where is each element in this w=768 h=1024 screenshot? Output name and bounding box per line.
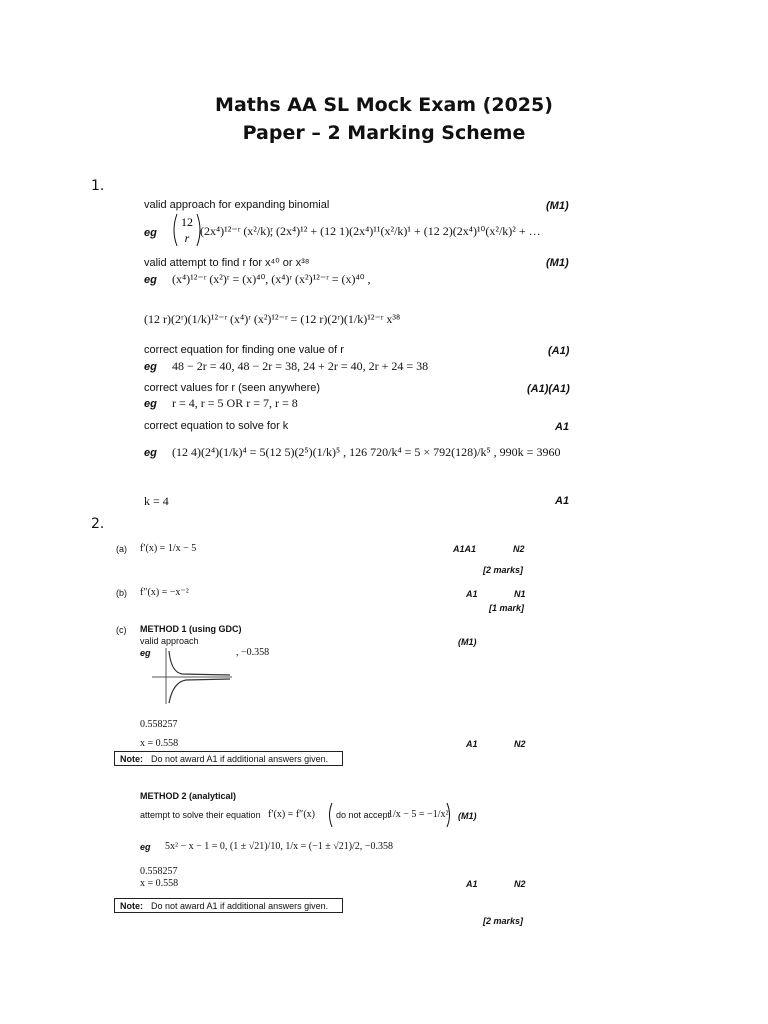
q2-part-b-label: (b) [116, 588, 127, 598]
q1-step4-label: correct values for r (seen anywhere) [144, 382, 321, 394]
q2-part-b-n: N1 [514, 589, 526, 599]
q2-method2-n-mark: N2 [514, 879, 526, 889]
q2-method2-mark: (M1) [458, 811, 477, 821]
q2-part-b-mark: A1 [466, 589, 478, 599]
note-text: Do not award A1 if additional answers given. [151, 754, 329, 764]
q2-part-c-total: [2 marks] [483, 916, 524, 926]
q2-part-a-n: N2 [513, 544, 525, 554]
svg-text:r: r [184, 231, 190, 245]
binomial-12-r [172, 212, 202, 248]
q2-method1-value: , −0.358 [236, 647, 270, 658]
q1-step1-mark: (M1) [546, 200, 569, 212]
q1-final-mark: A1 [555, 495, 570, 507]
q1-step2-label: valid attempt to find r for x⁴⁰ or x³⁸ [144, 257, 310, 269]
q2-method1-mark: (M1) [458, 637, 477, 647]
note-label: Note: [120, 901, 143, 911]
q2-method2-sub: attempt to solve their equation [140, 810, 261, 820]
q2-part-a-label: (a) [116, 544, 127, 554]
q2-method2-decimal: 0.558257 [140, 866, 178, 877]
q1-step1-expr-b: , (2x⁴)¹² + (12 1)(2x⁴)¹¹(x²/k)¹ + (12 2)(2x⁴)¹⁰(x²/k)² + … [270, 224, 541, 238]
q1-step2-expr2: (12 r)(2ʳ)(1/k)¹²⁻ʳ (x⁴)ʳ (x²)¹²⁻ʳ = (12 r)(2ʳ)(1/k)¹²⁻ʳ x³⁸ [144, 312, 401, 326]
note-box [114, 751, 343, 766]
q2-method2-a-mark: A1 [466, 879, 478, 889]
q1-step3-mark: (A1) [548, 345, 570, 357]
q2-method1-n-mark: N2 [514, 739, 526, 749]
gdc-graph [152, 648, 234, 706]
eg-label: eg [144, 227, 157, 239]
q1-step1-expr-a: (2x⁴)¹²⁻ʳ (x²/k)ʳ [200, 224, 273, 238]
q1-final-answer: k = 4 [144, 494, 169, 508]
q1-step5-expr: (12 4)(2⁴)(1/k)⁴ = 5(12 5)(2⁵)(1/k)⁵ , 126 720/k⁴ = 5 × 792(128)/k⁵ , 990k = 3960 [172, 445, 561, 459]
q2-method1-answer: x = 0.558 [140, 738, 179, 749]
note-label: Note: [120, 754, 143, 764]
q1-step1-label: valid approach for expanding binomial [144, 199, 330, 211]
q2-method1-decimal: 0.558257 [140, 719, 178, 730]
q2-part-b-total: [1 mark] [489, 603, 525, 613]
q2-part-a-mark: A1A1 [453, 544, 477, 554]
q2-part-b-expr: f″(x) = −x⁻² [140, 587, 189, 598]
q2-method2-expr: 5x² − x − 1 = 0, (1 ± √21)/10, 1/x = (−1 ± √21)/2, −0.358 [165, 841, 393, 852]
q2-part-a-total: [2 marks] [483, 565, 524, 575]
q1-step4-mark: (A1)(A1) [527, 383, 570, 395]
q2-method2-heading: METHOD 2 (analytical) [140, 791, 237, 801]
q2-method2-answer: x = 0.558 [140, 878, 179, 889]
q1-step4-expr: r = 4, r = 5 OR r = 7, r = 8 [172, 396, 298, 410]
eg-label: eg [144, 398, 157, 410]
q2-method2-donot: do not accept [336, 810, 391, 820]
q2-part-c-label: (c) [116, 625, 127, 635]
page-subtitle: Paper – 2 Marking Scheme [242, 122, 526, 144]
q1-step5-mark: A1 [555, 421, 570, 433]
q1-step3-expr: 48 − 2r = 40, 48 − 2r = 38, 24 + 2r = 40, 2r + 24 = 38 [172, 359, 429, 373]
question-number: 1. [91, 178, 105, 194]
q2-method1-sub: valid approach [140, 636, 199, 646]
question-number: 2. [91, 516, 105, 532]
svg-text:12: 12 [181, 215, 193, 229]
q2-method1-heading: METHOD 1 (using GDC) [140, 624, 242, 634]
eg-label: eg [144, 447, 157, 459]
eg-label: eg [140, 648, 151, 658]
note-text: Do not award A1 if additional answers given. [151, 901, 329, 911]
eg-label: eg [144, 274, 157, 286]
q2-method1-a-mark: A1 [466, 739, 478, 749]
q2-method2-donot-eq: 1/x − 5 = −1/x² [388, 809, 449, 820]
q1-step2-mark: (M1) [546, 257, 569, 269]
q1-step5-label: correct equation to solve for k [144, 420, 289, 432]
page-title: Maths AA SL Mock Exam (2025) [215, 94, 553, 116]
eg-label: eg [144, 361, 157, 373]
eg-label: eg [140, 842, 151, 852]
q1-step2-expr: (x⁴)¹²⁻ʳ (x²)ʳ = (x)⁴⁰, (x⁴)ʳ (x²)¹²⁻ʳ = (x)⁴⁰ , [172, 272, 371, 286]
q1-step3-label: correct equation for finding one value of r [144, 344, 344, 356]
q2-part-a-expr: f′(x) = 1/x − 5 [140, 543, 197, 554]
note-box [114, 898, 343, 913]
q2-method2-eq: f′(x) = f″(x) [268, 809, 315, 820]
